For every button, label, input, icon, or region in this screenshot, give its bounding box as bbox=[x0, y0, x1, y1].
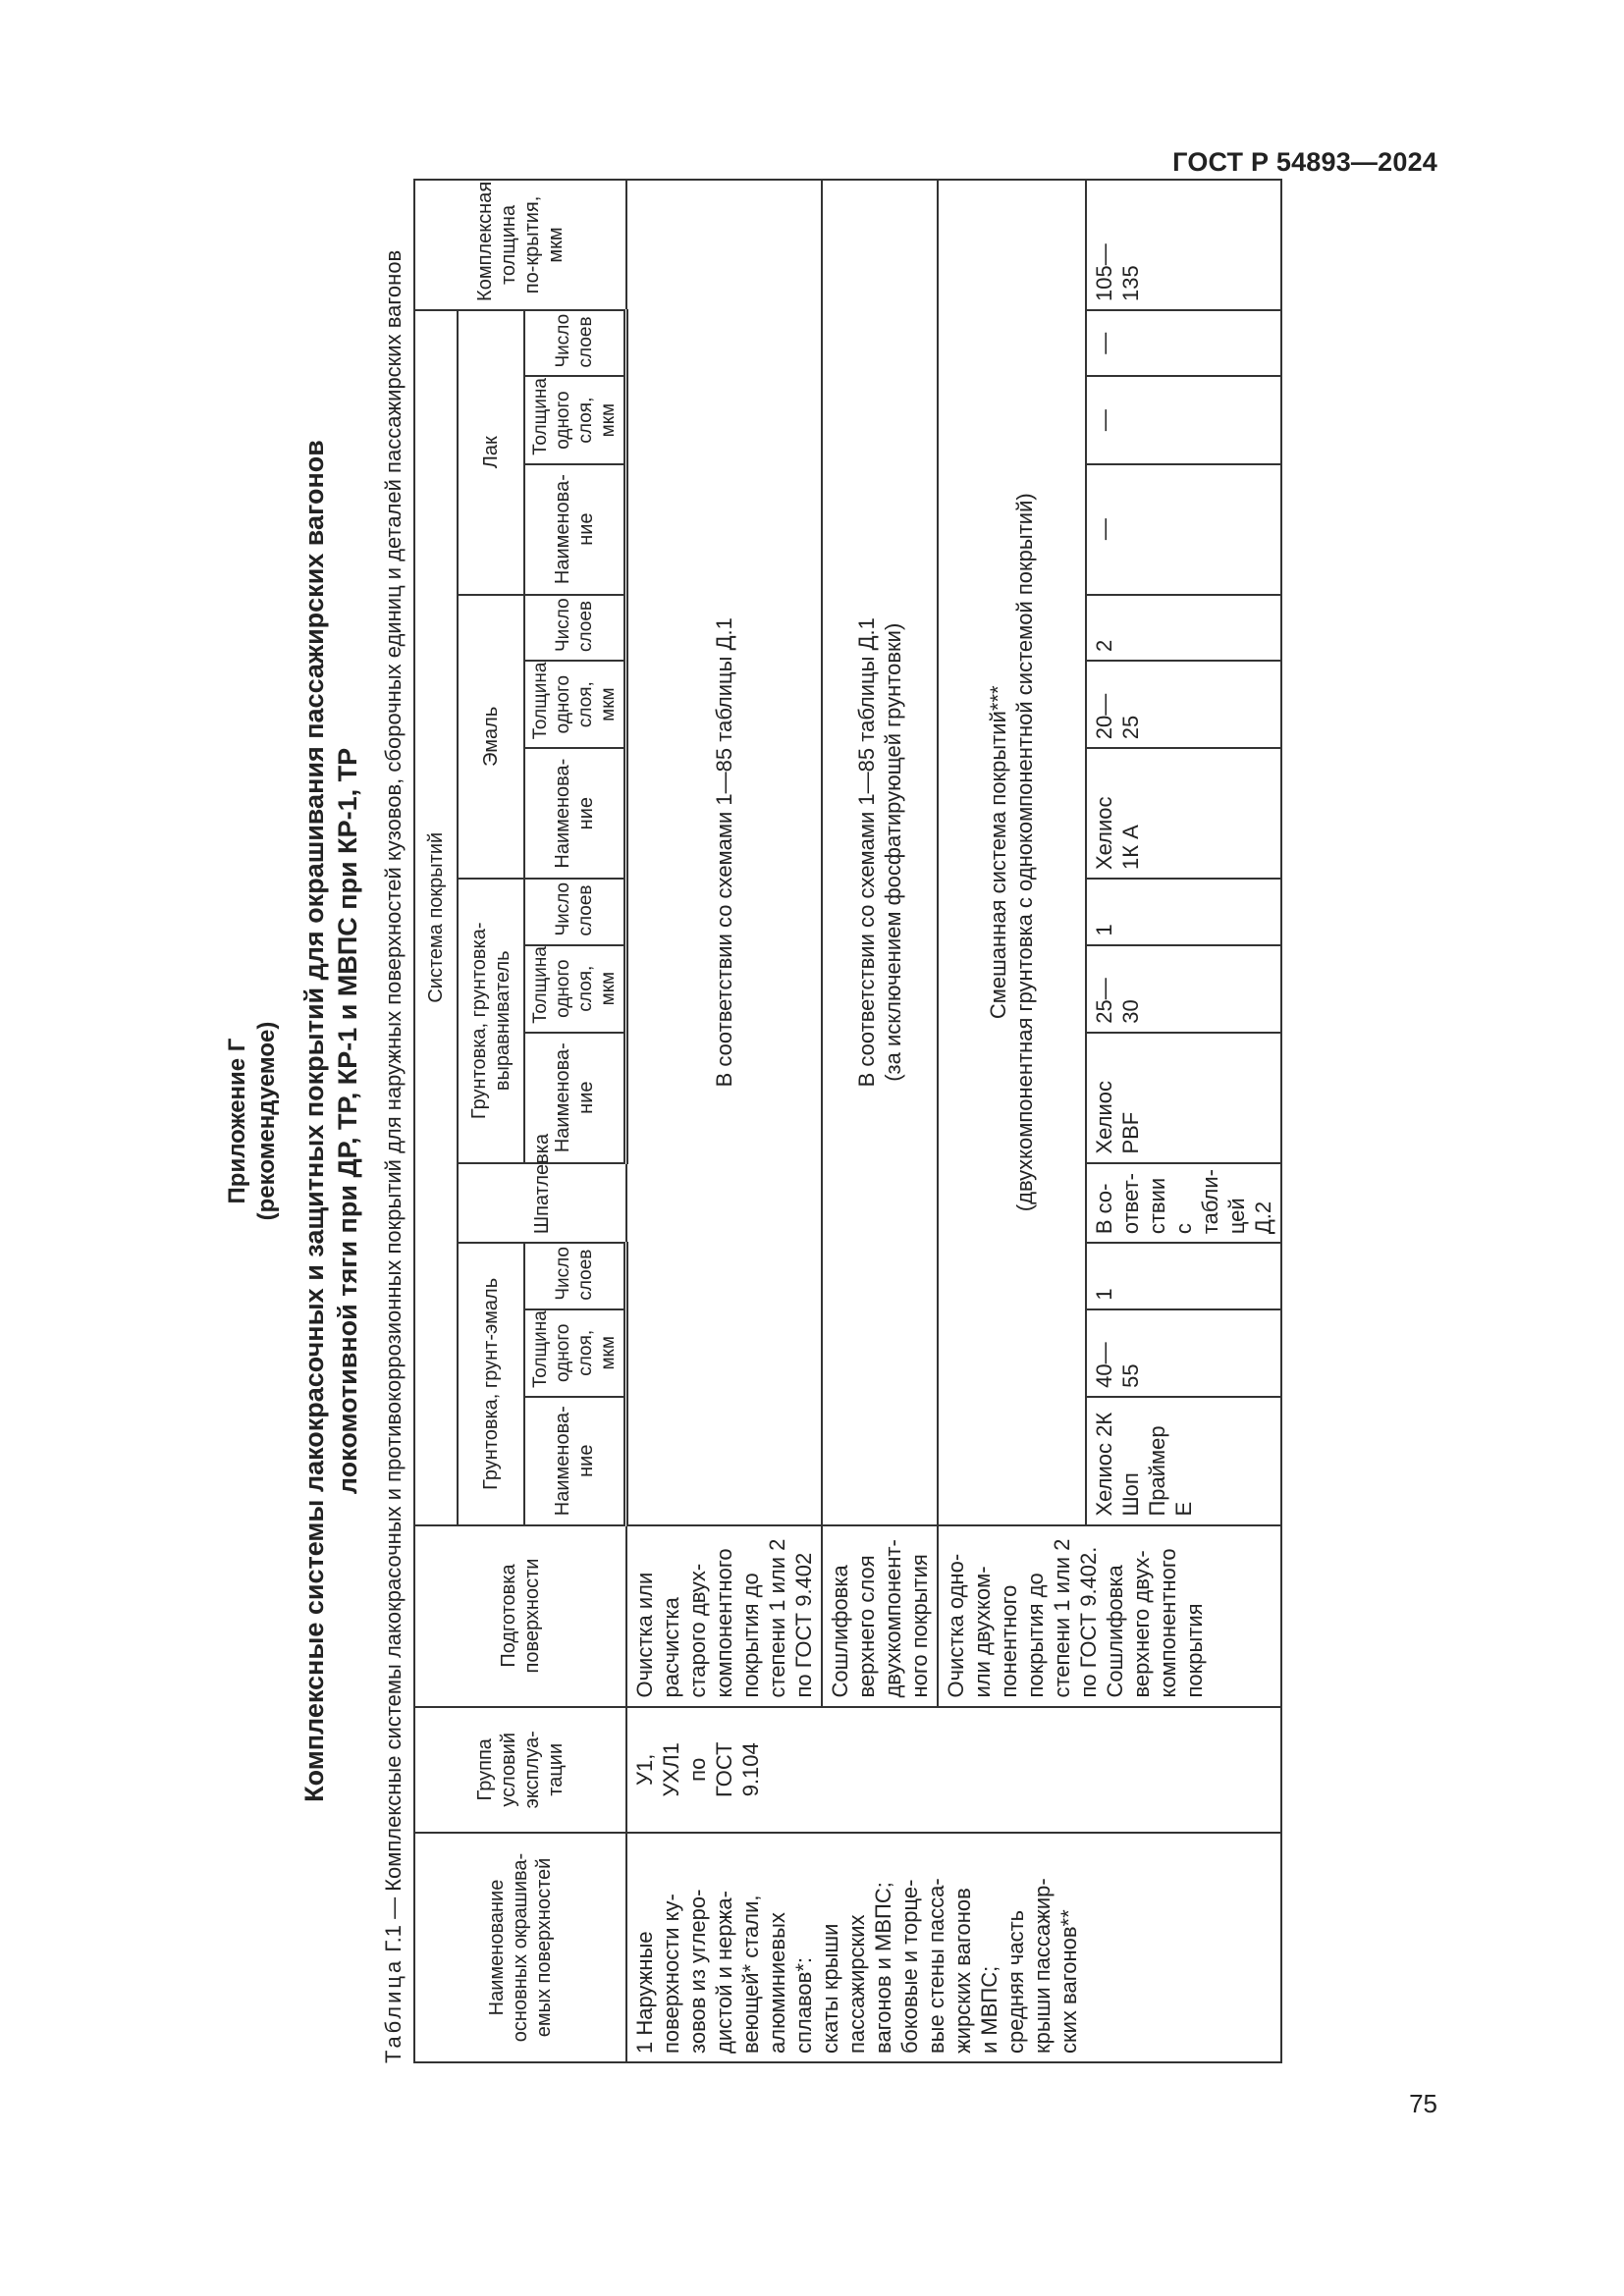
caption-number: Г.1 bbox=[381, 1925, 406, 1952]
putty-line: цей bbox=[1223, 1198, 1249, 1235]
mixed-line-2: (двухкомпонентная грунтовка с однокомпонентной системой покрытий) bbox=[1012, 493, 1037, 1212]
enamel-layers-cell: 2 bbox=[1086, 595, 1281, 661]
primer-name-line: Хелиос 2К bbox=[1091, 1412, 1116, 1517]
surface-line: и МВПС; bbox=[976, 1965, 1001, 2054]
header-total: Комплексная толщина по-крытия, мкм bbox=[414, 180, 626, 310]
group-line: У1, bbox=[631, 1753, 657, 1786]
prep-line: понентного bbox=[996, 1584, 1021, 1698]
prep-line: по ГОСТ 9.402. bbox=[1075, 1546, 1101, 1698]
prep-line: степени 1 или 2 bbox=[764, 1538, 789, 1698]
prep-cell bbox=[822, 1525, 938, 1707]
rotated-landscape-content bbox=[223, 179, 1401, 2063]
header-varnish-layers: Число слоев bbox=[524, 310, 626, 377]
surface-line: дистой и нержа- bbox=[711, 1891, 736, 2054]
enamel-thickness-line: 25 bbox=[1117, 715, 1143, 740]
putty-cell bbox=[1086, 1163, 1281, 1244]
annex-heading bbox=[223, 179, 364, 2063]
group-cell bbox=[626, 1707, 1086, 1833]
row3-mixed-system bbox=[938, 180, 1086, 1525]
putty-line: с bbox=[1170, 1223, 1196, 1235]
prep-line: покрытия до bbox=[1022, 1573, 1048, 1698]
leveler-thickness-line: 30 bbox=[1117, 999, 1143, 1024]
table-caption bbox=[380, 179, 407, 2063]
surface-cell-continued bbox=[1086, 1833, 1281, 2062]
surface-line: ских вагонов** bbox=[1056, 1909, 1081, 2054]
header-putty: Шпатлевка bbox=[458, 1163, 626, 1244]
prep-line: верхнего двух- bbox=[1128, 1550, 1154, 1698]
group-line: по bbox=[684, 1757, 710, 1782]
header-primer: Грунтовка, грунт-эмаль bbox=[458, 1243, 524, 1524]
prep-line: покрытия до bbox=[737, 1573, 763, 1698]
row2-note-line-1: В соответствии со схемами 1—85 таблицы Д.1 bbox=[853, 617, 879, 1088]
surface-line: вые стены пасса- bbox=[923, 1878, 948, 2054]
main-title-line-2: локомотивной тяги при ДР, ТР, КР-1 и МВПС при КР-1, ТР bbox=[333, 747, 362, 1495]
header-group: Группа условий эксплуа-тации bbox=[414, 1707, 626, 1833]
primer-name-cell bbox=[1086, 1397, 1281, 1525]
group-line: УХЛ1 bbox=[658, 1742, 683, 1797]
leveler-thickness-cell bbox=[1086, 945, 1281, 1033]
header-enamel: Эмаль bbox=[458, 595, 524, 880]
primer-thickness-line: 40— bbox=[1091, 1342, 1116, 1388]
header-primer-name: Наименова-ние bbox=[524, 1397, 626, 1525]
header-leveler-name: Наименова-ние bbox=[524, 1033, 626, 1163]
leveler-name-line: PBF bbox=[1117, 1111, 1143, 1154]
header-varnish-thickness: Толщина одного слоя, мкм bbox=[524, 376, 626, 463]
group-line: 9.104 bbox=[737, 1742, 763, 1797]
primer-thickness-cell bbox=[1086, 1309, 1281, 1397]
header-enamel-name: Наименова-ние bbox=[524, 748, 626, 879]
primer-name-line: Шоп bbox=[1117, 1472, 1143, 1517]
caption-text: — Комплексные системы лакокрасочных и противокоррозионных покрытий для наружных поверхностей кузовов, сборочных единиц и деталей пассажирских вагонов bbox=[381, 249, 406, 1926]
prep-cell bbox=[626, 1525, 822, 1707]
varnish-thickness-cell: — bbox=[1086, 376, 1281, 463]
prep-cell bbox=[938, 1525, 1281, 1707]
enamel-thickness-line: 20— bbox=[1091, 693, 1116, 740]
surface-line: вагонов и МВПС; bbox=[870, 1882, 895, 2054]
putty-line: табли- bbox=[1197, 1169, 1222, 1235]
annex-title: Приложение Г bbox=[224, 1038, 250, 1204]
table-row bbox=[1086, 180, 1281, 2062]
surface-line: 1 Наружные bbox=[631, 1931, 657, 2054]
prep-line: ного покрытия bbox=[906, 1554, 932, 1698]
surface-line: зовов из углеро- bbox=[684, 1889, 710, 2054]
header-leveler-layers: Число слоев bbox=[524, 879, 626, 944]
enamel-name-line: 1К А bbox=[1117, 825, 1143, 871]
prep-line: верхнего слоя bbox=[853, 1555, 879, 1698]
surface-line: боковые и торце- bbox=[896, 1879, 922, 2054]
putty-line: ствии bbox=[1144, 1177, 1169, 1235]
putty-line: ответ- bbox=[1117, 1172, 1143, 1235]
header-surface: Наименование основных окрашива-емых поверхностей bbox=[414, 1833, 626, 2062]
surface-line: поверхности ку- bbox=[658, 1894, 683, 2054]
varnish-name-cell: — bbox=[1086, 464, 1281, 595]
surface-line: пассажирских bbox=[843, 1914, 869, 2054]
prep-line: степени 1 или 2 bbox=[1049, 1538, 1074, 1698]
prep-line: Сошлифовка bbox=[1102, 1565, 1127, 1698]
prep-line: или двухком- bbox=[969, 1566, 995, 1698]
table-row bbox=[626, 180, 822, 2062]
caption-label: Таблица bbox=[381, 1957, 406, 2063]
header-primer-layers: Число слоев bbox=[524, 1243, 626, 1308]
header-varnish: Лак bbox=[458, 310, 524, 595]
mixed-line-1: Смешанная система покрытий*** bbox=[986, 685, 1010, 1020]
leveler-thickness-line: 25— bbox=[1091, 978, 1116, 1024]
prep-line: покрытия bbox=[1181, 1603, 1207, 1698]
surface-line: скаты крыши bbox=[817, 1923, 842, 2054]
surface-line: средняя часть bbox=[1002, 1909, 1028, 2054]
page-number: 75 bbox=[1409, 2089, 1437, 2118]
main-title bbox=[298, 179, 364, 2063]
surface-line: сплавов*: bbox=[790, 1956, 816, 2054]
header-leveler: Грунтовка, грунтовка-выравниватель bbox=[458, 879, 524, 1163]
prep-line: расчистка bbox=[658, 1597, 683, 1698]
leveler-name-line: Хелиос bbox=[1091, 1081, 1116, 1154]
leveler-layers-cell: 1 bbox=[1086, 879, 1281, 944]
leveler-name-cell bbox=[1086, 1033, 1281, 1163]
prep-line: Сошлифовка bbox=[827, 1565, 852, 1698]
prep-line: компонентного bbox=[711, 1548, 736, 1698]
putty-line: Д.2 bbox=[1250, 1201, 1275, 1235]
row2-note-line-2: (за исключением фосфатирующей грунтовки) bbox=[880, 622, 905, 1082]
enamel-name-cell bbox=[1086, 748, 1281, 879]
prep-line: Очистка или bbox=[631, 1572, 657, 1698]
prep-line: компонентного bbox=[1155, 1548, 1180, 1698]
standard-code: ГОСТ Р 54893—2024 bbox=[1172, 147, 1437, 177]
header-prep: Подготовка поверхности bbox=[414, 1525, 626, 1707]
surface-line: алюминиевых bbox=[764, 1912, 789, 2054]
header-enamel-thickness: Толщина одного слоя, мкм bbox=[524, 661, 626, 748]
coating-systems-table bbox=[413, 179, 1282, 2063]
surface-line: крыши пассажир- bbox=[1029, 1878, 1055, 2054]
group-cell-continued bbox=[1086, 1707, 1281, 1833]
surface-cell bbox=[626, 1833, 1086, 2062]
enamel-name-line: Хелиос bbox=[1091, 796, 1116, 871]
header-leveler-thickness: Толщина одного слоя, мкм bbox=[524, 945, 626, 1033]
total-thickness-line: 135 bbox=[1117, 265, 1143, 301]
header-system: Система покрытий bbox=[414, 310, 458, 1525]
prep-line: по ГОСТ 9.402 bbox=[790, 1552, 816, 1698]
prep-line: старого двух- bbox=[684, 1563, 710, 1698]
header-primer-thickness: Толщина одного слоя, мкм bbox=[524, 1309, 626, 1397]
header-enamel-layers: Число слоев bbox=[524, 595, 626, 661]
row1-system-note: В соответствии со схемами 1—85 таблицы Д.1 bbox=[626, 180, 822, 1525]
row2-system-note bbox=[822, 180, 938, 1525]
prep-line: Очистка одно- bbox=[943, 1553, 968, 1698]
total-thickness-cell bbox=[1086, 180, 1281, 310]
group-line: ГОСТ bbox=[711, 1741, 736, 1797]
varnish-layers-cell: — bbox=[1086, 310, 1281, 377]
primer-thickness-line: 55 bbox=[1117, 1363, 1143, 1388]
putty-line: В со- bbox=[1091, 1183, 1116, 1235]
total-thickness-line: 105— bbox=[1091, 243, 1116, 301]
surface-line: веющей* стали, bbox=[737, 1895, 763, 2054]
primer-layers-cell: 1 bbox=[1086, 1243, 1281, 1308]
header-varnish-name: Наименова-ние bbox=[524, 464, 626, 595]
prep-line: двухкомпонент- bbox=[880, 1539, 905, 1698]
main-title-line-1: Комплексные системы лакокрасочных и защитных покрытий для окрашивания пассажирских вагонов bbox=[299, 440, 329, 1802]
annex-status: (рекомендуемое) bbox=[253, 1021, 280, 1221]
surface-line: жирских вагонов bbox=[949, 1888, 975, 2054]
primer-name-line: Праймер Е bbox=[1144, 1425, 1196, 1517]
enamel-thickness-cell bbox=[1086, 661, 1281, 748]
